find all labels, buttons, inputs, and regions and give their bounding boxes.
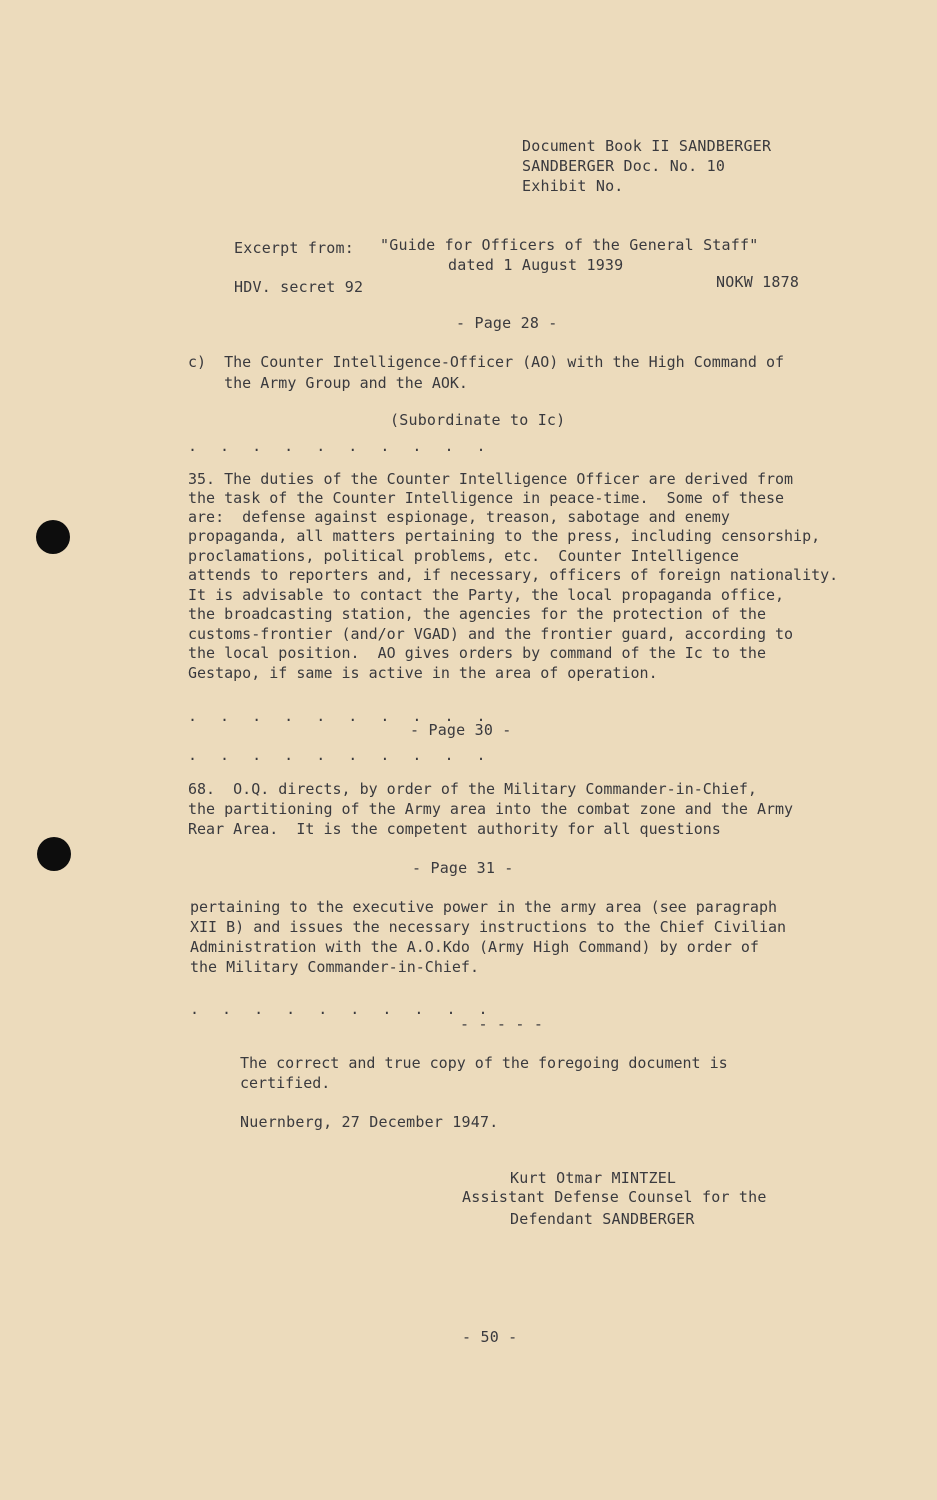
signatory-name: Kurt Otmar MINTZEL — [510, 1169, 677, 1187]
ellipsis-divider: . . . . . . . . . . — [190, 1000, 495, 1018]
page-number: - 50 - — [462, 1328, 518, 1346]
para35-line: customs-frontier (and/or VGAD) and the frontier guard, according to — [188, 625, 794, 643]
para68-cont-line: XII B) and issues the necessary instructions to the Chief Civilian — [190, 918, 787, 936]
signatory-title: Assistant Defense Counsel for the — [462, 1188, 767, 1206]
header-doc-number: SANDBERGER Doc. No. 10 — [522, 157, 726, 175]
punch-hole — [36, 520, 70, 554]
end-rule: - - - - - — [460, 1015, 544, 1033]
excerpt-dated: dated 1 August 1939 — [448, 256, 624, 274]
para68-line: the partitioning of the Army area into the combat zone and the Army — [188, 800, 794, 818]
punch-hole — [37, 837, 71, 871]
header-doc-book: Document Book II SANDBERGER — [522, 137, 772, 155]
para68-cont-line: the Military Commander-in-Chief. — [190, 958, 479, 976]
section-c-line-1: c) The Counter Intelligence-Officer (AO) with the High Command of — [188, 353, 785, 371]
subordinate-note: (Subordinate to Ic) — [390, 411, 566, 429]
para35-line: propaganda, all matters pertaining to the press, including censorship, — [188, 527, 821, 545]
para35-line: the broadcasting station, the agencies for the protection of the — [188, 605, 766, 623]
para68-cont-line: pertaining to the executive power in the army area (see paragraph — [190, 898, 777, 916]
para68-line: 68. O.Q. directs, by order of the Military Commander-in-Chief, — [188, 780, 757, 798]
para35-line: proclamations, political problems, etc. Counter Intelligence — [188, 547, 739, 565]
excerpt-label: Excerpt from: — [234, 239, 354, 257]
para68-line: Rear Area. It is the competent authority for all questions — [188, 820, 721, 838]
certification-line-2: certified. — [240, 1074, 331, 1092]
para35-line: are: defense against espionage, treason, sabotage and enemy — [188, 508, 730, 526]
ellipsis-divider: . . . . . . . . . . — [188, 437, 493, 455]
para35-line: 35. The duties of the Counter Intelligence Officer are derived from — [188, 470, 794, 488]
ellipsis-divider: . . . . . . . . . . — [188, 707, 493, 725]
page-marker-28: - Page 28 - — [456, 314, 558, 332]
header-exhibit: Exhibit No. — [522, 177, 624, 195]
place-date: Nuernberg, 27 December 1947. — [240, 1113, 499, 1131]
page-marker-31: - Page 31 - — [412, 859, 514, 877]
para35-line: the task of the Counter Intelligence in peace-time. Some of these — [188, 489, 785, 507]
para68-cont-line: Administration with the A.O.Kdo (Army High Command) by order of — [190, 938, 759, 956]
excerpt-nokw: NOKW 1878 — [716, 273, 800, 291]
excerpt-title: "Guide for Officers of the General Staff" — [380, 236, 759, 254]
certification-line-1: The correct and true copy of the foregoing document is — [240, 1054, 728, 1072]
ellipsis-divider: . . . . . . . . . . — [188, 746, 493, 764]
signatory-defendant: Defendant SANDBERGER — [510, 1210, 695, 1228]
para35-line: the local position. AO gives orders by command of the Ic to the — [188, 644, 766, 662]
page-marker-30: - Page 30 - — [410, 721, 512, 739]
para35-line: It is advisable to contact the Party, the local propaganda office, — [188, 586, 785, 604]
excerpt-hdv: HDV. secret 92 — [234, 278, 364, 296]
section-c-line-2: the Army Group and the AOK. — [188, 374, 468, 392]
para35-line: attends to reporters and, if necessary, officers of foreign nationality. — [188, 566, 839, 584]
para35-line: Gestapo, if same is active in the area of operation. — [188, 664, 658, 682]
